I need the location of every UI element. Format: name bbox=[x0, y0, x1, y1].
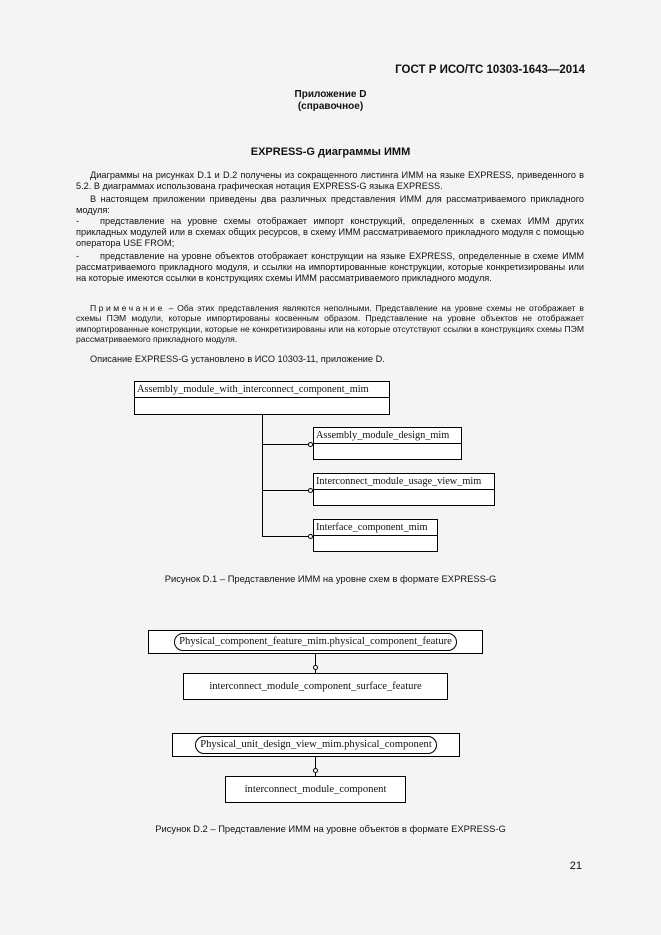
note-label: Примечание bbox=[90, 303, 165, 313]
connector-branch bbox=[262, 444, 311, 445]
schema-box-import bbox=[313, 519, 438, 552]
entity-box-surface-feature bbox=[183, 673, 448, 700]
relation-circle-icon bbox=[313, 768, 318, 773]
schema-name: Interconnect_module_usage_view_mim bbox=[314, 474, 494, 490]
schema-name: Assembly_module_with_interconnect_component_mim bbox=[135, 382, 389, 398]
relation-circle-icon bbox=[313, 665, 318, 670]
connector-branch bbox=[262, 536, 311, 537]
paragraph-express-g-ref: Описание EXPRESS-G установлено в ИСО 10303-11, приложение D. bbox=[90, 354, 385, 364]
entity-name: interconnect_module_component bbox=[244, 784, 387, 795]
note-text: – Оба этих представления являются неполными. Представление на уровне схемы не отображает в схемы ПЭМ модули, которые импортированы косвенным образом. Представление на уровне объектов не отображает импортированные конструкции, которые не конкретизированы или на которые отсутствуют ссылки в конструкциях схемы ПЭМ рассматриваемого прикладного модуля. bbox=[76, 303, 584, 345]
page-number: 21 bbox=[569, 860, 582, 872]
schema-box-main bbox=[134, 381, 390, 415]
entity-box-component bbox=[225, 776, 406, 803]
document-code: ГОСТ Р ИСО/ТС 10303-1643—2014 bbox=[395, 64, 585, 76]
list-dash: - bbox=[76, 251, 80, 261]
section-title: EXPRESS-G диаграммы ИММ bbox=[250, 146, 411, 158]
list-item-text: представление на уровне схемы отображает импорт конструкций, определенных в схемах ИММ других прикладных модулей или в схемах общих ресурсов, в схему ИММ рассматриваемого прикладного модуля с помощью оператора USE FROM; bbox=[76, 216, 584, 248]
note bbox=[76, 303, 584, 345]
schema-box-import bbox=[313, 473, 495, 506]
list-item-object-level bbox=[76, 251, 584, 283]
connector-branch bbox=[262, 490, 311, 491]
reference-name: Physical_component_feature_mim.physical_component_feature bbox=[174, 633, 457, 651]
paragraph-representations: В настоящем приложении приведены два различных представления ИММ для рассматриваемого прикладного модуля: bbox=[76, 194, 584, 215]
figure-caption-d1: Рисунок D.1 – Представление ИММ на уровне схем в формате EXPRESS-G bbox=[164, 573, 497, 584]
connector-line bbox=[315, 757, 316, 776]
list-dash: - bbox=[76, 216, 80, 226]
paragraph-diagrams: Диаграммы на рисунках D.1 и D.2 получены из сокращенного листинга ИММ на языке EXPRESS, приведенного в 5.2. В диаграммах использована графическая нотация EXPRESS-G языка EXPRESS. bbox=[76, 170, 584, 191]
annex-subtitle: (справочное) bbox=[297, 101, 364, 112]
schema-name: Interface_component_mim bbox=[314, 520, 437, 536]
annex-title: Приложение D bbox=[294, 89, 367, 100]
reference-box-feature bbox=[148, 630, 483, 654]
reference-box-component bbox=[172, 733, 460, 757]
connector-trunk bbox=[262, 415, 263, 537]
connector-line bbox=[315, 654, 316, 673]
entity-name: interconnect_module_component_surface_feature bbox=[209, 681, 422, 692]
list-item-text: представление на уровне объектов отображает конструкции на языке EXPRESS, определенные в схеме ИММ рассматриваемого прикладного модуля, и ссылки на импортированные конструкции, которые конкретизированы или на которые имеются ссылки в конструкциях схемы ИММ рассматриваемого прикладного модуля. bbox=[76, 251, 584, 283]
figure-caption-d2: Рисунок D.2 – Представление ИММ на уровне объектов в формате EXPRESS-G bbox=[155, 823, 506, 834]
schema-box-import bbox=[313, 427, 462, 460]
reference-name: Physical_unit_design_view_mim.physical_component bbox=[195, 736, 437, 754]
list-item-schema-level bbox=[76, 216, 584, 248]
schema-name: Assembly_module_design_mim bbox=[314, 428, 461, 444]
